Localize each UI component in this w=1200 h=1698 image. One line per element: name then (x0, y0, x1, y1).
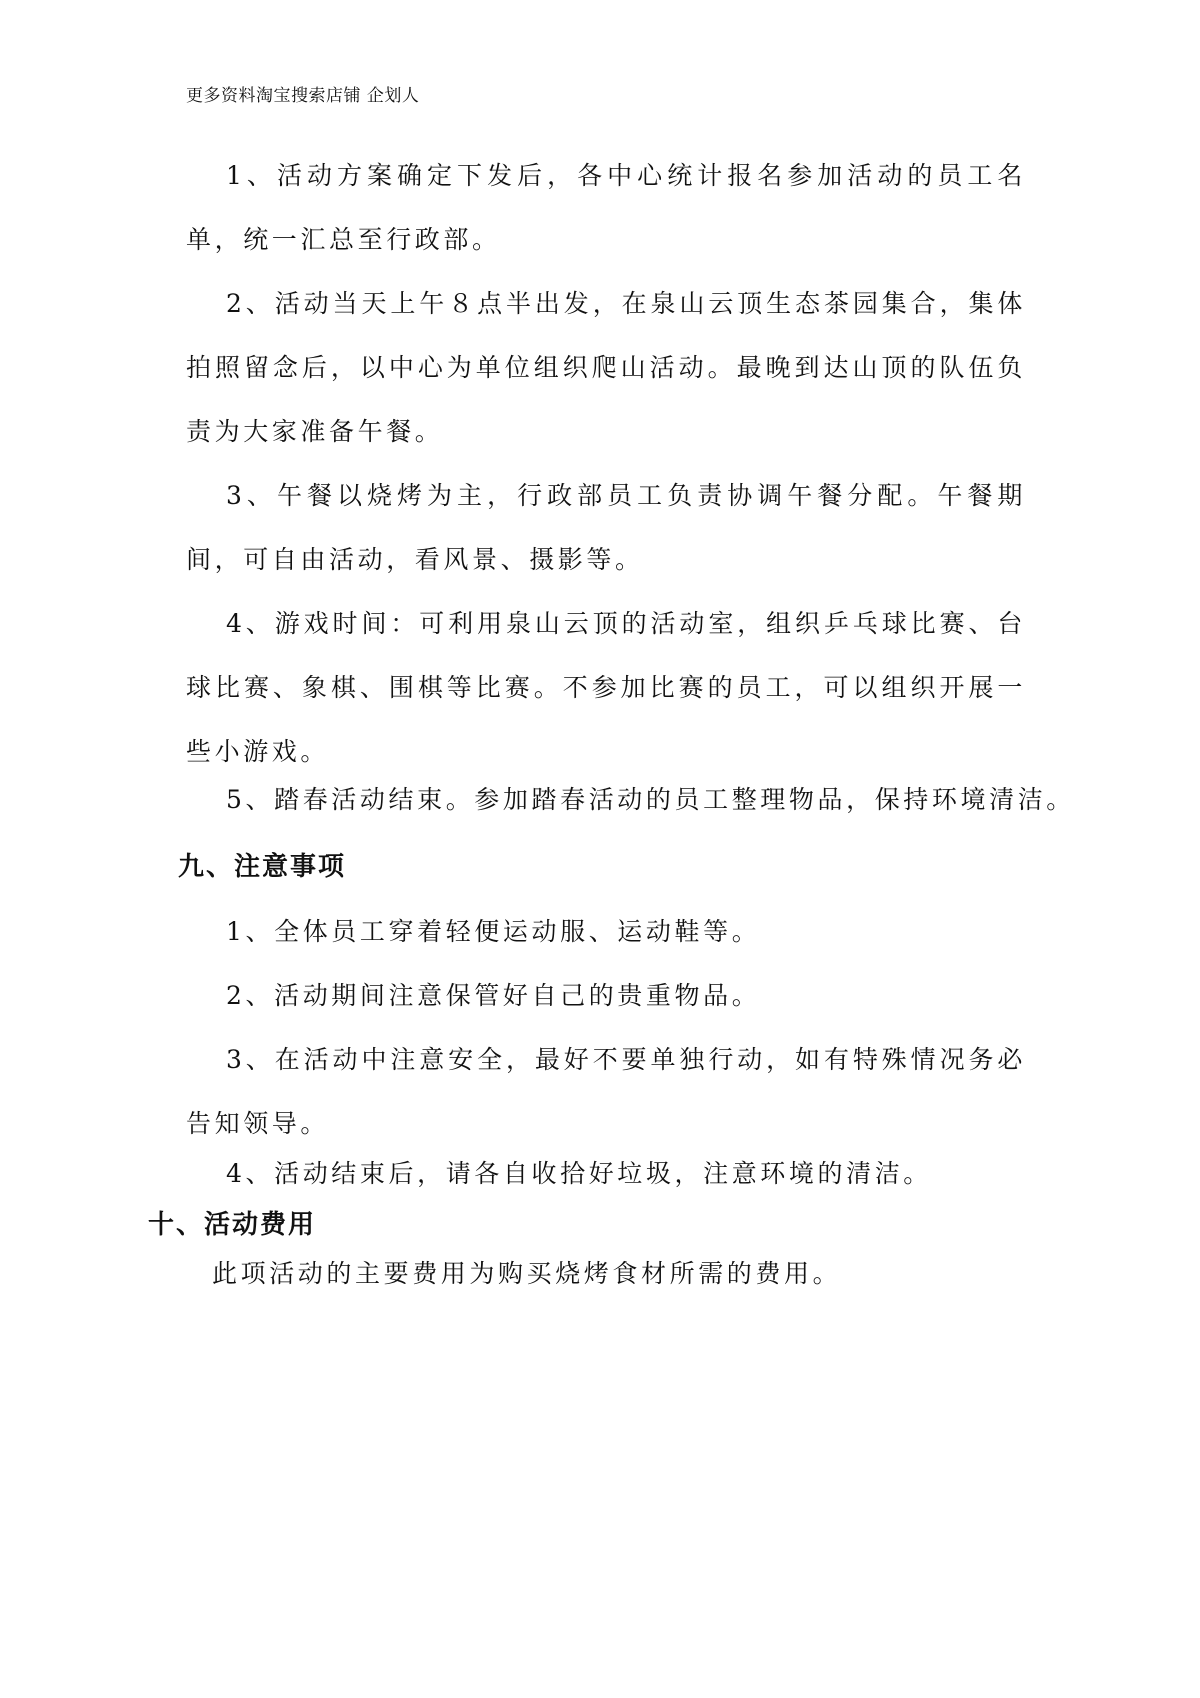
section9-item-4: 4、活动结束后，请各自收拾好垃圾，注意环境的清洁。 (226, 1159, 932, 1188)
section8-item-5: 5、踏春活动结束。参加踏春活动的员工整理物品，保持环境清洁。 (226, 785, 1075, 814)
section10-body: 此项活动的主要费用为购买烧烤食材所需的费用。 (212, 1259, 842, 1288)
section8-item-4: 4、游戏时间：可利用泉山云顶的活动室，组织乒乓球比赛、台球比赛、象棋、围棋等比赛。不参加比赛的员工，可以组织开展一些小游戏。 (186, 609, 1026, 766)
section9-title: 九、注意事项 (178, 852, 347, 882)
section9-item-2: 2、活动期间注意保管好自己的贵重物品。 (226, 981, 761, 1010)
section8-item-3: 3、午餐以烧烤为主，行政部员工负责协调午餐分配。午餐期间，可自由活动，看风景、摄影等。 (186, 481, 1026, 574)
section10-title: 十、活动费用 (148, 1210, 317, 1240)
section8-item-2: 2、活动当天上午８点半出发，在泉山云顶生态茶园集合，集体拍照留念后，以中心为单位组织爬山活动。最晚到达山顶的队伍负责为大家准备午餐。 (186, 289, 1026, 446)
section9-item-1: 1、全体员工穿着轻便运动服、运动鞋等。 (226, 917, 761, 946)
section9-item-3: 3、在活动中注意安全，最好不要单独行动，如有特殊情况务必告知领导。 (186, 1045, 1026, 1138)
section8-item-1: 1、活动方案确定下发后，各中心统计报名参加活动的员工名单，统一汇总至行政部。 (186, 161, 1026, 254)
header-note: 更多资料淘宝搜索店铺 企划人 (186, 86, 420, 106)
